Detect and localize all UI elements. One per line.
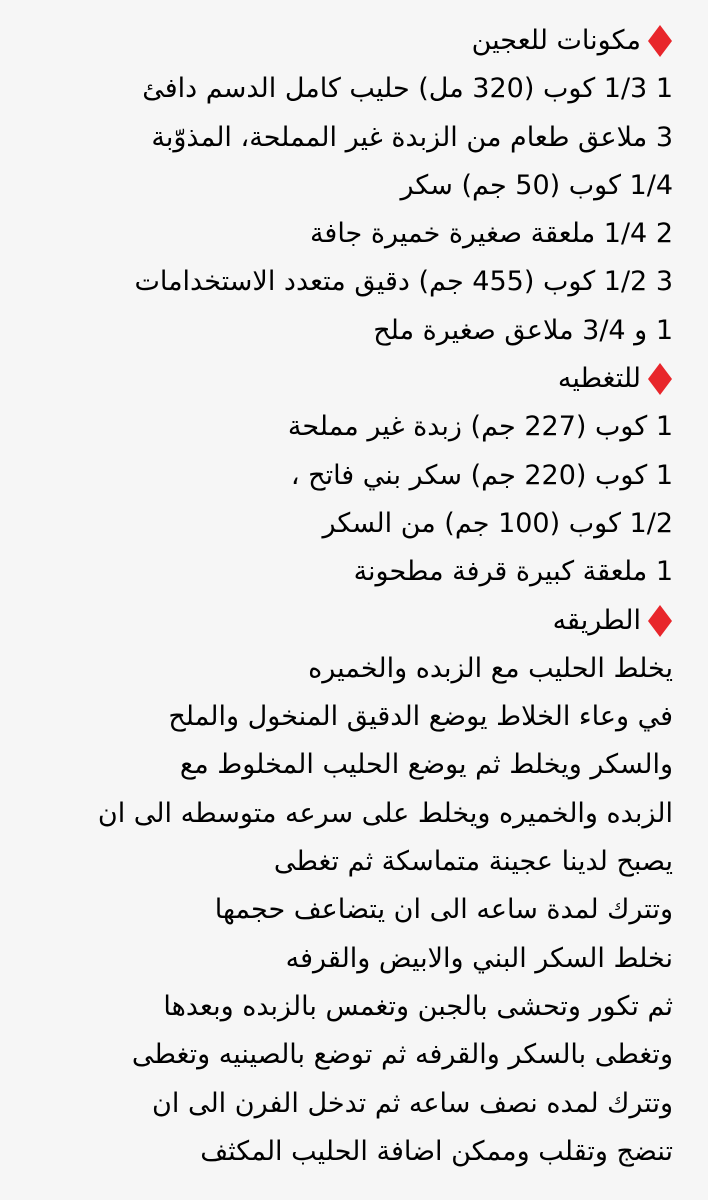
ingredient-line: 2 1/4 ملعقة صغيرة خميرة جافة: [309, 218, 673, 250]
section-heading-text: مكونات للعجين: [471, 25, 641, 56]
ingredient-line: 1/4 كوب (50 جم) سكر: [400, 169, 673, 201]
ingredient-line: 1 1/3 كوب (320 مل) حليب كامل الدسم دافئ: [142, 73, 673, 105]
section-heading-topping: [40, 355, 673, 403]
red-diamond-icon: [647, 362, 673, 396]
red-diamond-icon: [647, 24, 673, 58]
method-line: الزبده والخميره ويخلط على سرعه متوسطه الى ان: [97, 797, 673, 829]
method-line: نخلط السكر البني والابيض والقرفه: [285, 942, 673, 974]
ingredient-line: 1/2 كوب (100 جم) من السكر: [322, 507, 673, 539]
note-text-body[interactable]: [40, 17, 673, 1176]
ingredient-line: 3 ملاعق طعام من الزبدة غير المملحة، المذوّبة: [151, 121, 673, 153]
method-line: في وعاء الخلاط يوضع الدقيق المنخول والملح: [168, 701, 673, 733]
ingredient-line: 1 كوب (220 جم) سكر بني فاتح ،: [290, 459, 673, 491]
ingredient-line: 3 1/2 كوب (455 جم) دقيق متعدد الاستخدامات: [134, 266, 673, 298]
method-line: وتغطى بالسكر والقرفه ثم توضع بالصينيه وتغطى: [131, 1039, 673, 1071]
ingredient-line: 1 ملعقة كبيرة قرفة مطحونة: [353, 556, 673, 588]
method-line: يخلط الحليب مع الزبده والخميره: [308, 652, 673, 684]
method-line: وتترك لمدة ساعه الى ان يتضاعف حجمها: [214, 894, 673, 926]
ingredient-line: 1 و 3/4 ملاعق صغيرة ملح: [373, 314, 673, 346]
section-heading-method: [40, 597, 673, 645]
method-line: تنضج وتقلب وممكن اضافة الحليب المكثف: [200, 1135, 673, 1167]
method-line: وتترك لمده نصف ساعه ثم تدخل الفرن الى ان: [152, 1087, 673, 1119]
section-heading-text: للتغطيه: [557, 363, 641, 395]
red-diamond-icon: [647, 604, 673, 638]
method-line: يصبح لدينا عجينة متماسكة ثم تغطى: [273, 846, 673, 878]
method-line: والسكر ويخلط ثم يوضع الحليب المخلوط مع: [179, 749, 673, 781]
section-heading-dough: [40, 17, 673, 65]
section-heading-text: الطريقه: [552, 604, 641, 636]
method-line: ثم تكور وتحشى بالجبن وتغمس بالزبده وبعدها: [163, 990, 673, 1022]
ingredient-line: 1 كوب (227 جم) زبدة غير مملحة: [287, 411, 673, 443]
